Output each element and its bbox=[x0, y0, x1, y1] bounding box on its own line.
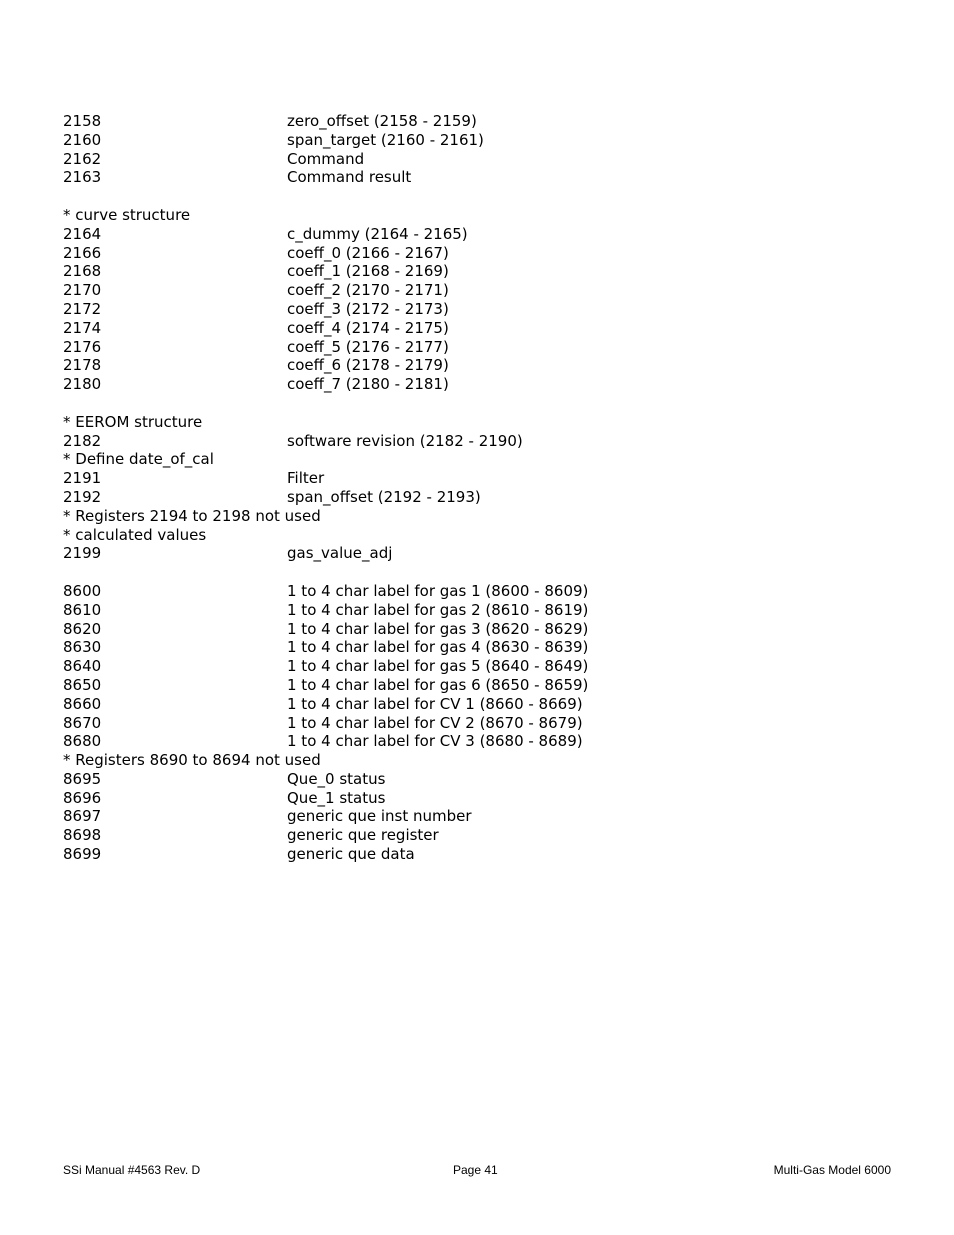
page-footer bbox=[63, 1163, 891, 1179]
register-row bbox=[63, 300, 883, 319]
register-number: 8600 bbox=[63, 581, 102, 600]
register-description: 1 to 4 char label for gas 1 (8600 - 8609) bbox=[287, 581, 589, 600]
register-description: span_offset (2192 - 2193) bbox=[287, 487, 481, 506]
note-text: * calculated values bbox=[63, 525, 207, 544]
register-number: 2180 bbox=[63, 375, 102, 394]
register-row bbox=[63, 676, 883, 695]
register-description: coeff_0 (2166 - 2167) bbox=[287, 243, 449, 262]
register-row bbox=[63, 168, 883, 187]
section-note bbox=[63, 206, 883, 225]
register-number: 8699 bbox=[63, 845, 102, 864]
register-number: 2158 bbox=[63, 112, 102, 130]
register-description: 1 to 4 char label for CV 3 (8680 - 8689) bbox=[287, 732, 583, 751]
section-note bbox=[63, 751, 883, 770]
register-row bbox=[63, 262, 883, 281]
register-number: 2160 bbox=[63, 130, 102, 149]
register-description: 1 to 4 char label for gas 3 (8620 - 8629) bbox=[287, 619, 589, 638]
register-number: 8680 bbox=[63, 732, 102, 751]
register-number: 2163 bbox=[63, 168, 102, 187]
register-row bbox=[63, 112, 883, 131]
footer-page-number: Page 41 bbox=[453, 1163, 498, 1177]
register-list bbox=[63, 112, 883, 864]
blank-line bbox=[63, 394, 883, 413]
register-row bbox=[63, 845, 883, 864]
blank-line bbox=[63, 187, 883, 206]
register-row bbox=[63, 826, 883, 845]
footer-product-name: Multi-Gas Model 6000 bbox=[773, 1163, 891, 1177]
register-row bbox=[63, 732, 883, 751]
register-row bbox=[63, 770, 883, 789]
register-description: 1 to 4 char label for gas 4 (8630 - 8639) bbox=[287, 638, 589, 657]
register-description: c_dummy (2164 - 2165) bbox=[287, 224, 468, 243]
register-row bbox=[63, 789, 883, 808]
register-number: 2176 bbox=[63, 337, 102, 356]
register-description: 1 to 4 char label for gas 2 (8610 - 8619) bbox=[287, 600, 589, 619]
register-row bbox=[63, 281, 883, 300]
register-number: 8660 bbox=[63, 694, 102, 713]
register-description: generic que register bbox=[287, 826, 439, 845]
note-text: * Registers 8690 to 8694 not used bbox=[63, 751, 321, 770]
footer-manual-id: SSi Manual #4563 Rev. D bbox=[63, 1163, 201, 1177]
register-number: 8670 bbox=[63, 713, 102, 732]
register-number: 2168 bbox=[63, 262, 102, 281]
register-number: 8640 bbox=[63, 657, 102, 676]
register-row bbox=[63, 469, 883, 488]
register-description: Command result bbox=[287, 168, 412, 187]
register-row bbox=[63, 807, 883, 826]
register-row bbox=[63, 244, 883, 263]
register-description: zero_offset (2158 - 2159) bbox=[287, 112, 477, 130]
register-number: 8610 bbox=[63, 600, 102, 619]
register-description: Que_1 status bbox=[287, 788, 386, 807]
register-description: software revision (2182 - 2190) bbox=[287, 431, 523, 450]
section-note bbox=[63, 413, 883, 432]
register-description: coeff_3 (2172 - 2173) bbox=[287, 299, 449, 318]
register-description: coeff_6 (2178 - 2179) bbox=[287, 356, 449, 375]
register-number: 8650 bbox=[63, 675, 102, 694]
register-number: 2170 bbox=[63, 281, 102, 300]
register-number: 2182 bbox=[63, 431, 102, 450]
register-row bbox=[63, 319, 883, 338]
register-number: 2178 bbox=[63, 356, 102, 375]
register-row bbox=[63, 150, 883, 169]
section-note bbox=[63, 507, 883, 526]
register-row bbox=[63, 375, 883, 394]
register-row bbox=[63, 714, 883, 733]
register-row bbox=[63, 601, 883, 620]
register-description: Que_0 status bbox=[287, 769, 386, 788]
section-note bbox=[63, 450, 883, 469]
register-description: Command bbox=[287, 149, 365, 168]
blank-line bbox=[63, 563, 883, 582]
register-number: 2191 bbox=[63, 469, 102, 488]
register-row bbox=[63, 657, 883, 676]
register-description: coeff_5 (2176 - 2177) bbox=[287, 337, 449, 356]
register-number: 2164 bbox=[63, 224, 102, 243]
register-row bbox=[63, 225, 883, 244]
note-text: * Define date_of_cal bbox=[63, 450, 214, 469]
register-number: 2192 bbox=[63, 487, 102, 506]
register-description: generic que data bbox=[287, 845, 415, 864]
register-description: coeff_1 (2168 - 2169) bbox=[287, 262, 449, 281]
register-number: 8630 bbox=[63, 638, 102, 657]
register-row bbox=[63, 356, 883, 375]
register-number: 2162 bbox=[63, 149, 102, 168]
register-description: 1 to 4 char label for CV 1 (8660 - 8669) bbox=[287, 694, 583, 713]
register-number: 8695 bbox=[63, 769, 102, 788]
register-row bbox=[63, 544, 883, 563]
register-description: coeff_4 (2174 - 2175) bbox=[287, 318, 449, 337]
note-text: * Registers 2194 to 2198 not used bbox=[63, 506, 321, 525]
register-number: 2199 bbox=[63, 544, 102, 563]
register-number: 8697 bbox=[63, 807, 102, 826]
register-number: 8696 bbox=[63, 788, 102, 807]
register-row bbox=[63, 338, 883, 357]
register-row bbox=[63, 488, 883, 507]
register-number: 8698 bbox=[63, 826, 102, 845]
register-description: coeff_2 (2170 - 2171) bbox=[287, 281, 449, 300]
register-row bbox=[63, 131, 883, 150]
register-row bbox=[63, 695, 883, 714]
register-description: 1 to 4 char label for gas 6 (8650 - 8659) bbox=[287, 675, 589, 694]
register-description: span_target (2160 - 2161) bbox=[287, 130, 484, 149]
note-text: * EEROM structure bbox=[63, 412, 203, 431]
register-row bbox=[63, 620, 883, 639]
register-row bbox=[63, 432, 883, 451]
section-note bbox=[63, 526, 883, 545]
register-description: 1 to 4 char label for gas 5 (8640 - 8649) bbox=[287, 657, 589, 676]
register-number: 2174 bbox=[63, 318, 102, 337]
register-description: 1 to 4 char label for CV 2 (8670 - 8679) bbox=[287, 713, 583, 732]
register-number: 2172 bbox=[63, 299, 102, 318]
register-description: gas_value_adj bbox=[287, 544, 393, 563]
note-text: * curve structure bbox=[63, 205, 191, 224]
register-number: 2166 bbox=[63, 243, 102, 262]
register-row bbox=[63, 582, 883, 601]
register-description: coeff_7 (2180 - 2181) bbox=[287, 375, 449, 394]
register-number: 8620 bbox=[63, 619, 102, 638]
register-row bbox=[63, 638, 883, 657]
register-description: Filter bbox=[287, 469, 325, 488]
register-description: generic que inst number bbox=[287, 807, 472, 826]
